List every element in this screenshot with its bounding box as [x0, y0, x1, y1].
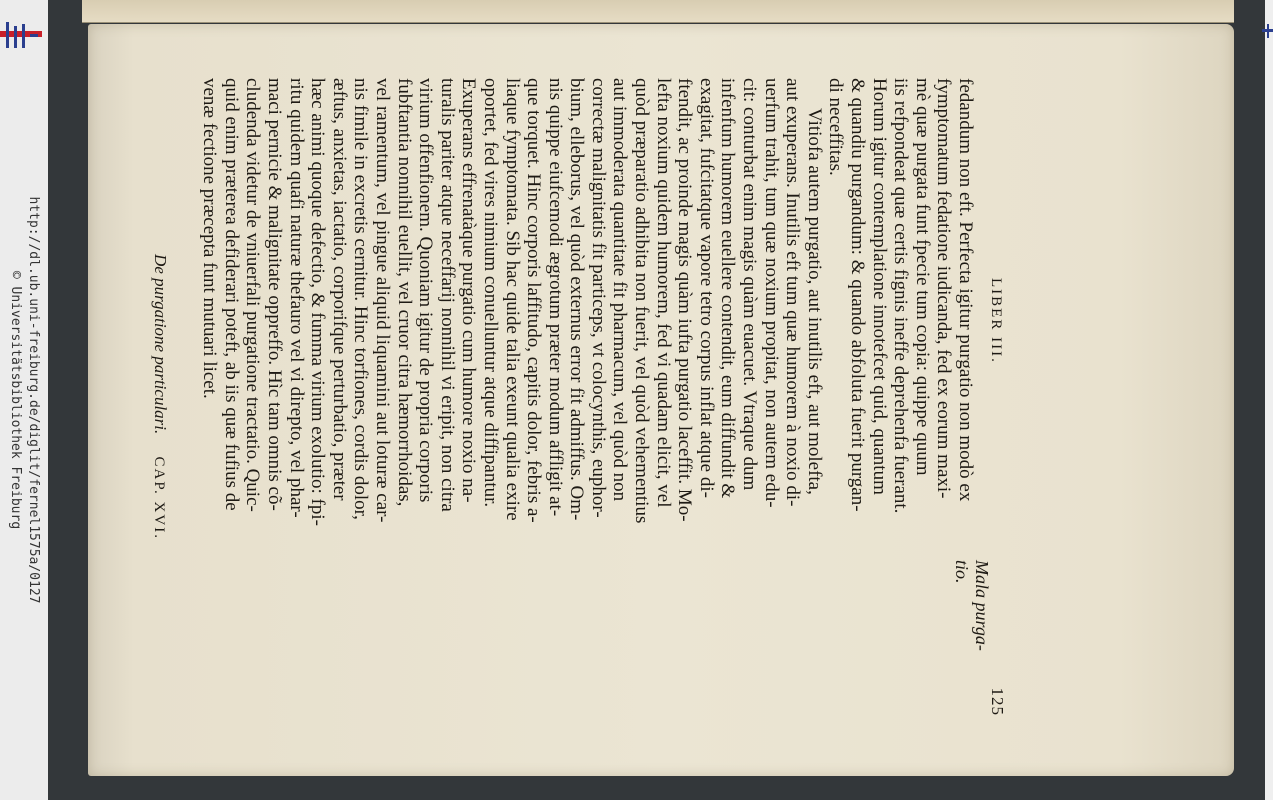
page-text-area — [150, 78, 1008, 716]
text-line: aut immoderata quantitate fit pharmacum, vel quòd non — [609, 78, 631, 502]
text-line: bium, elleborus, vel quòd externus error fit admiffus. Om- — [566, 78, 588, 521]
text-line: turalis pariter atque neceffarij nonnihil vi eripit, non citra — [436, 78, 458, 512]
text-line: nis fimile in excretis cernitur. Hinc torfiones, cordis dolor, — [350, 78, 372, 520]
running-title: LIBER III. — [988, 278, 1004, 364]
text-line: que torquet. Hinc corporis laffitudo, capitis dolor, febris a- — [523, 78, 545, 523]
text-line: vel ramentum, vel pingue aliquid liquamini aut loturæ car- — [371, 78, 393, 523]
paragraph — [199, 78, 825, 716]
body-text — [199, 78, 976, 716]
text-line: maci pernicie & malignitate oppreffo. Hìc tam omnis cõ- — [264, 78, 285, 511]
text-line: ritu quidem quafi naturæ thefauro vel vi direpto, vel phar- — [285, 78, 307, 518]
text-line: aut exuperans. Inutilis eft tum quæ humorem à noxio di- — [782, 78, 804, 507]
text-line: fubftantia nonnihil euellit, vel cruor citra hæmorrhoidas, — [393, 78, 415, 507]
text-line: & quandiu purgandum: & quando abfoluta fuerit purgan- — [847, 78, 869, 512]
text-line: æftus, anxietas, iactatio, corporifque perturbatio, præter — [328, 78, 350, 501]
text-line: correctæ malignitatis fit particeps, vt colocynthis, euphor- — [587, 78, 609, 518]
text-line: exagitat, fufcitatque vapore tetro corpus inflat atque di- — [695, 78, 717, 498]
marginal-note — [952, 560, 992, 670]
chapter-cap: CAP. XVI. — [150, 456, 167, 540]
credit-strip — [0, 0, 48, 800]
text-line: cludenda videtur de vniuerfali purgatione tractatio. Quic- — [242, 78, 264, 512]
marginal-note-text: Mala purga-tio. — [952, 560, 992, 651]
text-line: nis quippe eiufcemodi ægrotum præter modum affligit at- — [544, 78, 566, 517]
text-line: quid enim præterea defiderari poteft, ab iis quæ fufius de — [220, 78, 242, 511]
chapter-heading — [147, 78, 171, 716]
text-line: quòd præparatio adhibita non fuerit, vel quòd vehementius — [631, 78, 653, 524]
text-line: mè quæ purgata funt fpecie tum copia: quippe quum — [911, 78, 933, 476]
text-line: liaque fymptomata. Sib hac quide talia exeunt qualia exire — [501, 78, 523, 521]
facing-page-edge — [82, 0, 1234, 23]
text-line: hæc animi quoque defectio, & fumma virium exolutio: fpi- — [307, 78, 329, 526]
right-edge — [1265, 0, 1273, 800]
credit-text — [2, 0, 46, 800]
text-line: Horum igitur contemplatione innotefcet quid, quantum — [868, 78, 890, 495]
page-number: 125 — [988, 687, 1007, 716]
text-line: lefta noxium quidem humorem, fed vi quadam elicit, vel — [652, 78, 674, 508]
text-line: virium offenfionem. Quoniam igitur de propria corporis — [415, 78, 437, 503]
text-line: cit: conturbat enim magis quàm euacuet. Vtraque dum — [739, 78, 761, 491]
text-line: fedandum non eft. Perfecta igitur purgatio non modò ex — [955, 78, 976, 502]
text-line: di neceffitas. — [825, 78, 847, 176]
text-line: uerfum trahit, tum quæ noxium propitat, non autem edu- — [760, 78, 782, 508]
text-line: infenfum humorem euellere contendit, eum diffundit & — [717, 78, 739, 499]
text-line: Vitiofa autem purgatio, aut inutilis eft, aut molefta, — [803, 108, 825, 495]
copyright-notice: © Universitätsbibliothek Freiburg — [8, 270, 23, 530]
rotated-text — [150, 78, 1008, 716]
text-line: ftendit, ac proinde magis quàm iufta purgatio laceffit. Mo- — [674, 78, 696, 522]
text-line: venæ fectione præcepta funt mutuari licet. — [199, 78, 221, 399]
text-line: Exuperans effrenatàque purgatio cum humore noxio na- — [458, 78, 480, 503]
source-url[interactable]: http://dl.ub.uni-freiburg.de/diglit/fernel1575a/0127 — [26, 196, 41, 604]
edge-marker-icon — [1262, 24, 1273, 38]
text-line: iis refpondeat quæ certis fignis ineffe deprehenfa fuerant. — [890, 78, 912, 514]
chapter-title: De purgatione particulari. — [150, 254, 170, 435]
text-line: fymptomatum fedatione iudicanda, fed ex eorum maxi- — [933, 78, 955, 499]
text-line: oportet, fed vires nimium conuelluntur atque diffipantur. — [479, 78, 501, 508]
